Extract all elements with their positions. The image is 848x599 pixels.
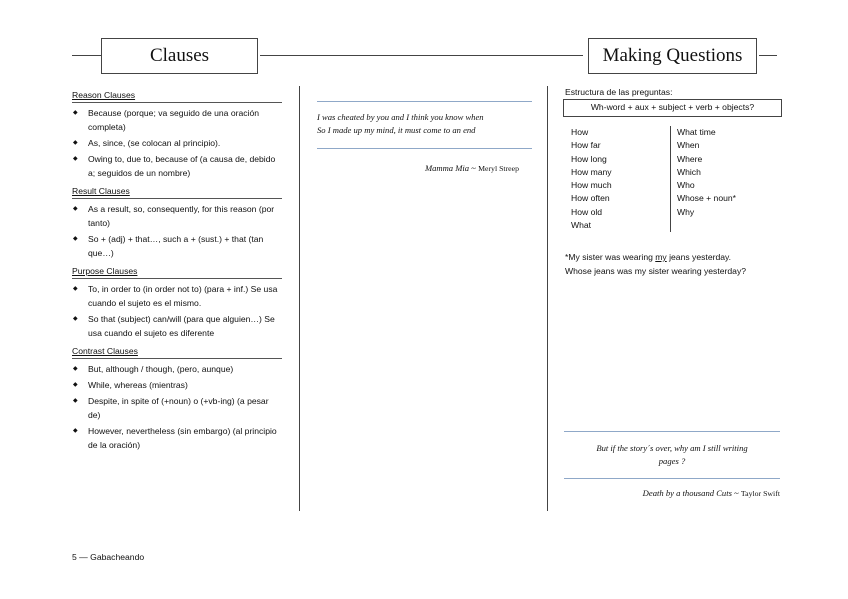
question-words-divider bbox=[670, 126, 671, 232]
clauses-title-box bbox=[101, 38, 258, 74]
list-item: When bbox=[677, 140, 700, 151]
note-text-after: jeans yesterday. bbox=[666, 252, 732, 262]
middle-quote bbox=[317, 111, 537, 137]
list-item: ◆ As a result, so, consequently, for this reason (por tanto) bbox=[72, 202, 282, 230]
questions-title-box bbox=[588, 38, 757, 74]
list-item: ◆ But, although / though, (pero, aunque) bbox=[72, 362, 282, 376]
list-item: Why bbox=[677, 206, 695, 217]
middle-quote-top-rule bbox=[317, 101, 532, 102]
list-item: ◆ While, whereas (mientras) bbox=[72, 378, 282, 392]
middle-source-artist: Meryl Streep bbox=[478, 164, 519, 173]
middle-quote-bottom-rule bbox=[317, 148, 532, 149]
column-divider-1 bbox=[299, 86, 300, 511]
right-quote-bottom-rule bbox=[564, 478, 780, 479]
list-item: Who bbox=[677, 180, 695, 191]
questions-title: Making Questions bbox=[602, 45, 743, 66]
note-underlined-word: my bbox=[655, 252, 667, 262]
middle-source-title: Mamma Mia bbox=[424, 163, 470, 173]
list-item: Which bbox=[677, 166, 701, 177]
list-item: ◆ To, in order to (in order not to) (para + inf.) Se usa cuando el sujeto es el mismo. bbox=[72, 282, 282, 310]
clauses-column bbox=[72, 88, 282, 454]
list-item: Whose + noun* bbox=[677, 193, 737, 204]
reason-heading: Reason Clauses bbox=[72, 90, 136, 100]
list-item: ◆ As, since, (se colocan al principio). bbox=[72, 136, 282, 150]
clauses-title: Clauses bbox=[149, 45, 210, 66]
list-item: ◆ Despite, in spite of (+noun) o (+vb-ing) (a pesar de) bbox=[72, 394, 282, 422]
list-item: How long bbox=[571, 153, 607, 164]
list-item: How bbox=[571, 127, 589, 137]
note-line-2: Whose jeans was my sister wearing yesterday? bbox=[565, 266, 747, 276]
contrast-heading: Contrast Clauses bbox=[72, 346, 138, 356]
question-words-right bbox=[677, 126, 736, 219]
right-quote-line-2: pages ? bbox=[658, 456, 686, 466]
list-item: ◆ However, nevertheless (sin embargo) (al principio de la oración) bbox=[72, 424, 282, 452]
result-list bbox=[72, 202, 282, 260]
list-item: Where bbox=[677, 153, 703, 164]
right-quote bbox=[564, 442, 780, 468]
reason-rule bbox=[72, 102, 282, 103]
contrast-rule bbox=[72, 358, 282, 359]
right-source-title: Death by a thousand Cuts bbox=[642, 488, 732, 498]
top-rule-right bbox=[755, 55, 777, 56]
middle-quote-line-2: So I made up my mind, it must come to an end bbox=[317, 125, 476, 135]
result-heading: Result Clauses bbox=[72, 186, 130, 196]
list-item: What time bbox=[677, 127, 716, 137]
questions-formula: Wh-word + aux + subject + verb + objects? bbox=[563, 99, 782, 117]
questions-intro: Estructura de las preguntas: bbox=[565, 87, 673, 97]
reason-list bbox=[72, 106, 282, 180]
right-quote-line-1: But if the story´s over, why am I still writing bbox=[596, 443, 748, 453]
list-item: ◆ Because (porque; va seguido de una oración completa) bbox=[72, 106, 282, 134]
column-divider-2 bbox=[547, 86, 548, 511]
list-item: ◆ So + (adj) + that…, such a + (sust.) + that (tan que…) bbox=[72, 232, 282, 260]
middle-source-sep: ~ bbox=[469, 163, 479, 173]
list-item: How many bbox=[571, 166, 612, 177]
purpose-list bbox=[72, 282, 282, 340]
right-quote-top-rule bbox=[564, 431, 780, 432]
right-quote-source bbox=[564, 488, 780, 498]
list-item: ◆ Owing to, due to, because of (a causa de, debido a; seguidos de un nombre) bbox=[72, 152, 282, 180]
note-line-1 bbox=[565, 250, 746, 264]
list-item: How often bbox=[571, 193, 610, 204]
list-item: How old bbox=[571, 206, 603, 217]
middle-quote-line-1: I was cheated by you and I think you know when bbox=[317, 112, 484, 122]
list-item: How far bbox=[571, 140, 601, 151]
question-words-left bbox=[571, 126, 612, 232]
right-source-sep: ~ bbox=[731, 488, 741, 498]
questions-note bbox=[565, 250, 746, 278]
result-rule bbox=[72, 198, 282, 199]
middle-quote-source bbox=[317, 163, 519, 173]
list-item: What bbox=[571, 220, 592, 231]
purpose-rule bbox=[72, 278, 282, 279]
right-source-artist: Taylor Swift bbox=[740, 489, 780, 498]
contrast-list bbox=[72, 362, 282, 452]
note-text-before: *My sister was wearing bbox=[565, 252, 656, 262]
list-item: ◆ So that (subject) can/will (para que alguien…) Se usa cuando el sujeto es diferente bbox=[72, 312, 282, 340]
list-item: How much bbox=[571, 180, 612, 191]
purpose-heading: Purpose Clauses bbox=[72, 266, 138, 276]
page-footer: 5 — Gabacheando bbox=[72, 552, 145, 562]
